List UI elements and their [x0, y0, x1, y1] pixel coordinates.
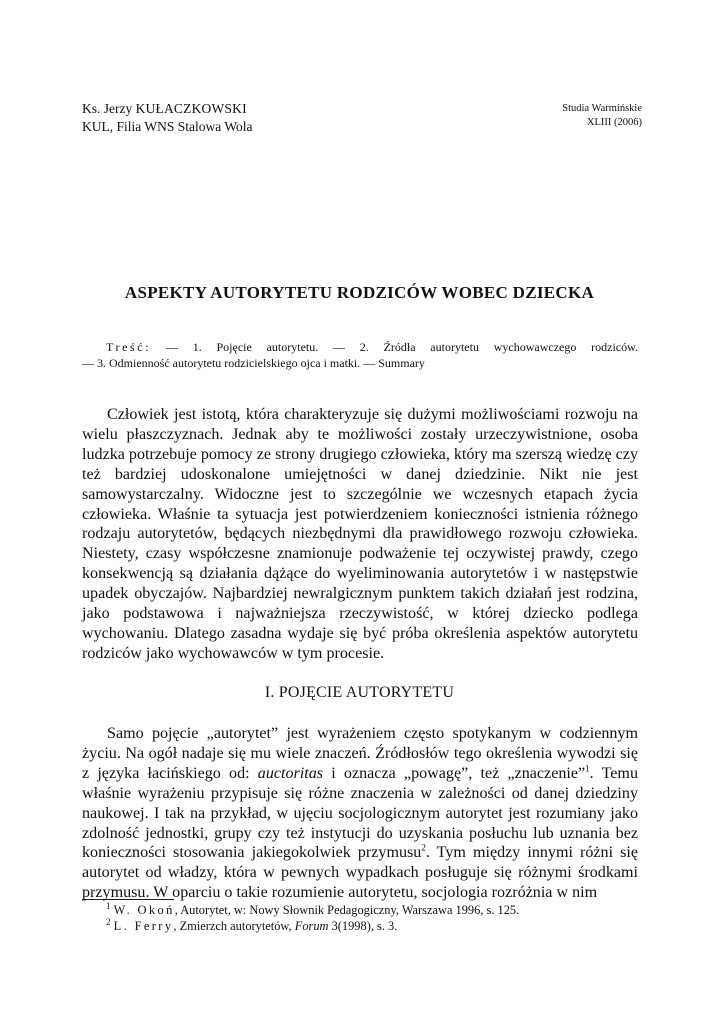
contents-line-1 — [82, 339, 638, 355]
contents-line-1-text: — 1. Pojęcie autorytetu. — 2. Źródła autorytetu wychowawczego rodziców. — [151, 340, 638, 354]
section-1-body — [82, 724, 638, 903]
footnote-text: , Autorytet, w: Nowy Słownik Pedagogiczny, Warszawa 1996, s. 125. — [174, 903, 520, 917]
intro-paragraph: Człowiek jest istotą, która charakteryzuje się dużymi możliwościami rozwoju na wielu płaszczyznach. Jednak aby te możliwości zostały urzeczywistnione, osoba ludzka potrzebuje pomocy ze strony drugiego człowieka, który ma szerszą wiedzę czy też bardziej udoskonalone umiejętności w danej dziedzinie. Nikt nie jest samowystarczalny. Widoczne jest to szczególnie we wczesnych etapach życia człowieka. Właśnie ta sytuacja jest potwierdzeniem konieczności istnienia różnego rodzaju autorytetów, będących niezbędnymi dla prawidłowego rozwoju człowieka. Niestety, czasy współczesne znamionuje podważenie tej oczywistej prawdy, czego konsekwencją są działania dążące do wyeliminowania autorytetów i w następstwie upadek obyczajów. Najbardziej newralgicznym punktem takich działań jest rodzina, jako podstawowa i najważniejsza rzeczywistość, w której dziecko podlega wychowaniu. Dlatego zasadna wydaje się być próba określenia aspektów autorytetu rodziców jako wychowawców w tym procesie. — [82, 406, 638, 662]
journal-name: Studia Warmińskie — [562, 103, 642, 114]
latin-term: auctoritas — [257, 764, 324, 782]
journal-volume: XLIII (2006) — [586, 117, 642, 128]
footnote-1 — [82, 900, 638, 919]
footnote-text: , Zmierzch autorytetów, — [173, 918, 295, 933]
footnote-ref-2[interactable]: 2 — [421, 843, 426, 854]
footnote-2 — [82, 916, 638, 935]
paragraph-text-a: Samo pojęcie „autorytet” jest wyrażeniem często spotykanym w codziennym życiu. Na ogół nadaje się mu wiele znaczeń. Źródłosłów tego określenia wywodzi się z języka łacińskiego od: — [82, 725, 638, 782]
author-prefix: Ks. Jerzy — [82, 101, 136, 116]
author-block — [82, 100, 253, 136]
author-name — [82, 100, 253, 118]
author-affiliation: KUL, Filia WNS Stalowa Wola — [82, 119, 253, 134]
article-title: ASPEKTY AUTORYTETU RODZICÓW WOBEC DZIECKA — [124, 283, 595, 302]
section-heading: I. POJĘCIE AUTORYTETU — [264, 684, 455, 701]
footnote-author: L. Ferry — [113, 918, 174, 933]
footnote-number: 2 — [106, 916, 111, 927]
table-of-contents — [82, 339, 638, 371]
contents-line-2: — 3. Odmienność autorytetu rodzicielskiego ojca i matki. — Summary — [82, 356, 425, 370]
footnote-ref-1[interactable]: 1 — [585, 763, 590, 774]
author-surname: KUŁACZKOWSKI — [135, 101, 247, 116]
section-1-paragraph — [82, 724, 638, 903]
paragraph-text-b: i oznacza „powagę”, też „znaczenie” — [323, 764, 586, 782]
paragraph-text-c: . Temu właśnie wyrażeniu przypisuje się różne znaczenia w zależności od danej dziedziny naukowej. I tak na przykład, w ujęciu socjologicznym autorytet jest rozumiany jako zdolność jednostki, grupy czy też instytucji do uzyskania posłuchu lub uznania bez konieczności stosowania jakiegokolwiek przymusu — [82, 764, 638, 862]
footnote-number: 1 — [106, 900, 111, 911]
footnote-text-end: 3(1998), s. 3. — [328, 918, 398, 933]
footnote-author: W. Okoń — [113, 903, 175, 917]
footnote-divider — [82, 899, 174, 900]
footnote-journal-title: Forum — [294, 918, 329, 933]
intro-section — [82, 405, 638, 664]
paragraph-text-d: . Tym między innymi różni się autorytet od władzy, która w pewnych wypadkach posługuje się różnymi środkami przymusu. W oparciu o takie rozumienie autorytetu, socjologia rozróżnia w nim — [82, 844, 638, 902]
footnotes — [82, 900, 638, 934]
journal-block — [562, 102, 642, 130]
contents-label: Treść: — [106, 340, 152, 354]
